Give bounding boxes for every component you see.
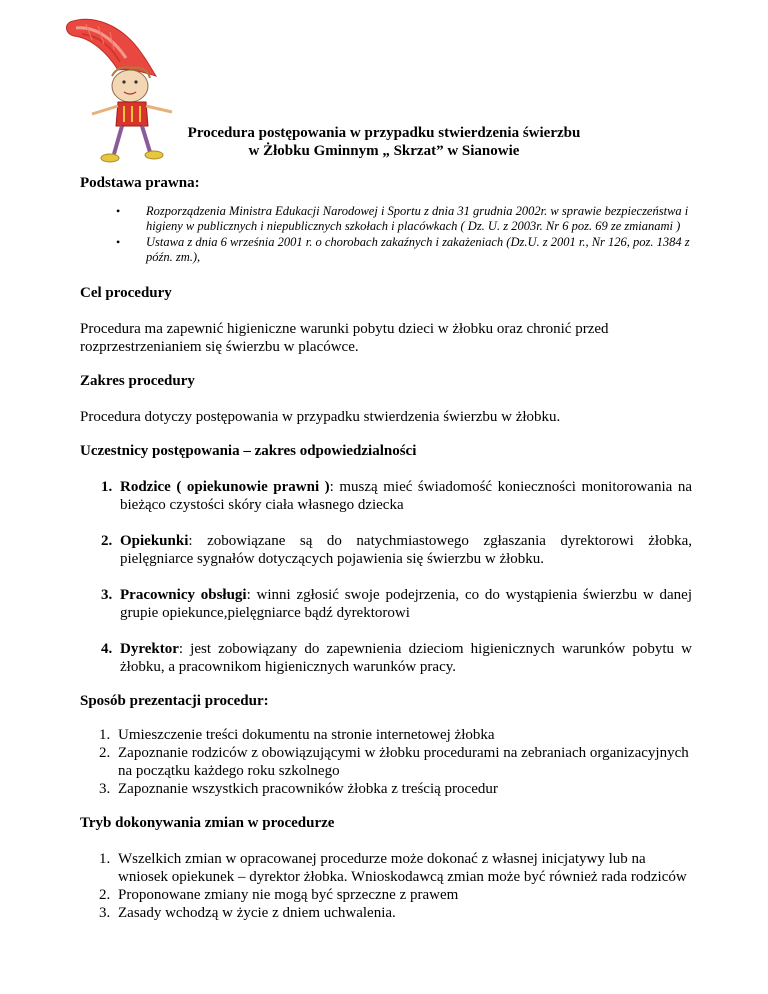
bullet-icon: •	[116, 235, 121, 249]
legal-basis-item	[116, 235, 692, 264]
scope-heading: Zakres procedury	[80, 373, 195, 389]
changes-heading: Tryb dokonywania zmian w procedurze	[80, 815, 335, 831]
presentation-item	[99, 744, 692, 780]
item-number: 2.	[101, 533, 113, 549]
legal-basis-text: Rozporządzenia Ministra Edukacji Narodowej i Sportu z dnia 31 grudnia 2002r. w sprawie bezpieczeństwa i higieny w publicznych i niepublicznych szkołach i placówkach ( Dz. U. z 2003r. Nr 6 poz. 69 ze zmianami )	[146, 204, 689, 233]
changes-text: Zasady wchodzą w życie z dniem uchwalenia.	[118, 905, 396, 921]
presentation-list	[80, 726, 692, 798]
document-body	[80, 174, 692, 922]
presentation-text: Zapoznanie rodziców z obowiązującymi w żłobku procedurami na zebraniach organizacyjnych na początku każdego roku szkolnego	[118, 745, 689, 779]
presentation-item	[99, 726, 692, 744]
item-number: 3.	[101, 587, 113, 603]
legal-basis-list	[80, 204, 692, 264]
legal-basis-item	[116, 204, 692, 233]
item-number: 2.	[99, 745, 111, 761]
changes-item	[99, 904, 692, 922]
changes-text: Wszelkich zmian w opracowanej procedurze może dokonać z własnej inicjatywy lub na wniosek opiekunek – dyrektor żłobka. Wnioskodawcą zmian może być również rada rodziców	[118, 851, 687, 885]
presentation-text: Umieszczenie treści dokumentu na stronie internetowej żłobka	[118, 727, 495, 743]
item-number: 1.	[99, 727, 111, 743]
item-number: 1.	[99, 851, 111, 867]
changes-item	[99, 850, 692, 886]
changes-text: Proponowane zmiany nie mogą być sprzeczne z prawem	[118, 887, 459, 903]
participant-role: Rodzice ( opiekunowie prawni )	[120, 479, 330, 495]
participant-duty: : zobowiązane są do natychmiastowego zgłaszania dyrektorowi żłobka, pielęgniarce sygnałów dotyczących pojawienia się świerzbu w żłobku.	[120, 533, 692, 567]
legal-basis-text: Ustawa z dnia 6 września 2001 r. o chorobach zakaźnych i zakażeniach (Dz.U. z 2001 r., Nr 126, poz. 1384 z późn. zm.),	[146, 235, 690, 264]
participant-item	[101, 478, 692, 514]
title-line-1: Procedura postępowania w przypadku stwierdzenia świerzbu	[187, 125, 581, 141]
participant-role: Dyrektor	[120, 641, 179, 657]
participant-item	[101, 640, 692, 676]
item-number: 2.	[99, 887, 111, 903]
participant-duty: : winni zgłosić swoje podejrzenia, co do wystąpienia świerzbu w danej grupie opiekunce,pielęgniarce bądź dyrektorowi	[120, 587, 693, 621]
participant-item	[101, 532, 692, 568]
participant-duty: : jest zobowiązany do zapewnienia dzieciom higienicznych warunków pobytu w żłobku, a pracownikom higienicznych warunków pracy.	[120, 641, 692, 675]
presentation-item	[99, 780, 692, 798]
document-title	[0, 124, 768, 160]
participants-heading: Uczestnicy postępowania – zakres odpowiedzialności	[80, 443, 417, 459]
bullet-icon: •	[116, 204, 121, 218]
presentation-text: Zapoznanie wszystkich pracowników żłobka z treścią procedur	[118, 781, 498, 797]
legal-basis-heading: Podstawa prawna:	[80, 175, 200, 191]
participant-item	[101, 586, 693, 622]
item-number: 1.	[101, 479, 113, 495]
goal-heading: Cel procedury	[80, 285, 172, 301]
item-number: 4.	[101, 641, 113, 657]
presentation-heading: Sposób prezentacji procedur:	[80, 693, 269, 709]
item-number: 3.	[99, 905, 111, 921]
participant-role: Pracownicy obsługi	[120, 587, 247, 603]
changes-item	[99, 886, 692, 904]
scope-text: Procedura dotyczy postępowania w przypadku stwierdzenia świerzbu w żłobku.	[80, 409, 561, 425]
changes-list	[80, 850, 692, 922]
title-line-2: w Żłobku Gminnym „ Skrzat” w Sianowie	[248, 143, 520, 159]
participants-list	[80, 478, 692, 676]
participant-duty: : muszą mieć świadomość konieczności monitorowania na bieżąco czystości skóry ciała własnego dziecka	[120, 479, 692, 513]
item-number: 3.	[99, 781, 111, 797]
participant-role: Opiekunki	[120, 533, 189, 549]
goal-text: Procedura ma zapewnić higieniczne warunki pobytu dzieci w żłobku oraz chronić przed rozprzestrzenianiem się świerzbu w placówce.	[80, 321, 609, 355]
